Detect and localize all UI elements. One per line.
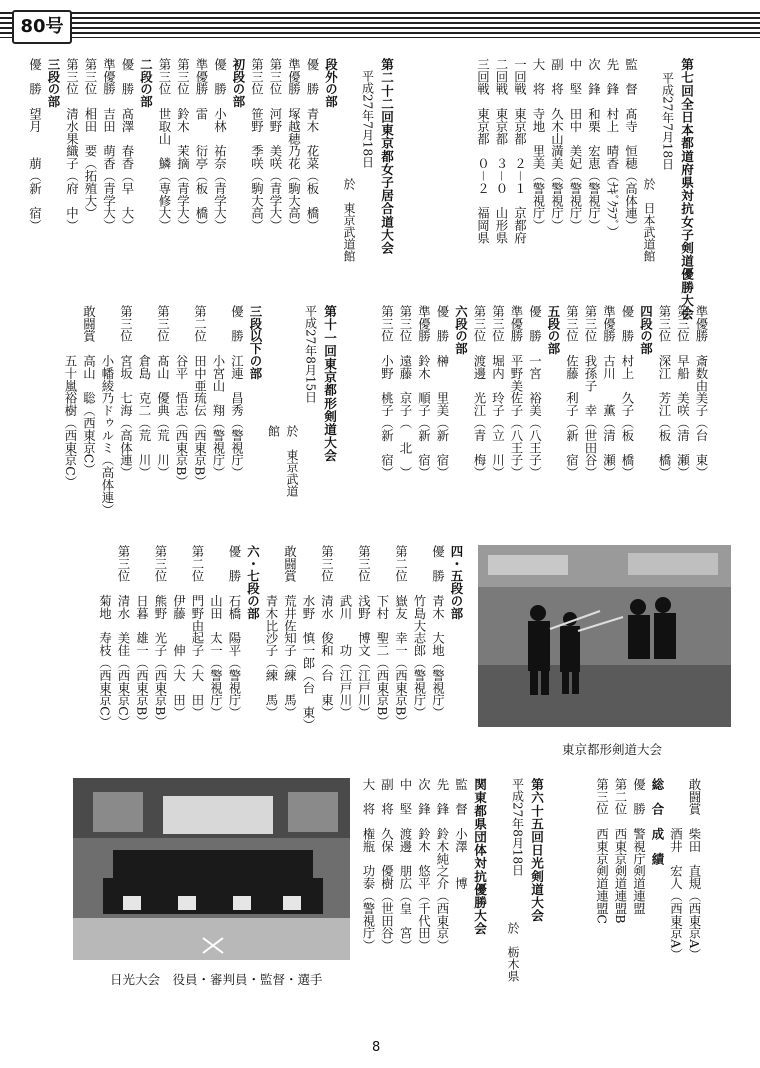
division-heading: 総 合 成 績 bbox=[650, 778, 665, 865]
result-list bbox=[359, 778, 470, 978]
kata-photo-caption: 東京都形剣道大会 bbox=[562, 742, 663, 757]
section-title: 第十一回東京都形剣道大会 bbox=[322, 305, 337, 463]
result-line: 準優勝 鈴木 順子（新 宿） bbox=[416, 305, 432, 479]
result-line: 倉島 克二（荒 川） bbox=[137, 305, 152, 479]
division-heading: 段外の部 bbox=[323, 58, 339, 108]
issue-badge bbox=[12, 10, 72, 44]
result-line: 第三位 深江 芳江（板 橋） bbox=[657, 305, 672, 479]
result-line: 第三位 世取山 鱗（専修大） bbox=[157, 58, 172, 232]
result-line: 小幡綾乃ドゥルミ（高体連） bbox=[100, 305, 115, 516]
result-line: 菊地 寿枝（西東京C） bbox=[97, 545, 113, 729]
result-line: 第二位 田中亜琉伝（西東京B） bbox=[192, 305, 208, 488]
result-line: 第二位 門野由起子（大 田） bbox=[190, 545, 205, 719]
section-nikko-venue bbox=[504, 922, 523, 982]
result-line: 第三位 我孫子 幸（世田谷） bbox=[583, 305, 598, 479]
result-line: 大 将 寺地 里美（警視庁） bbox=[531, 58, 546, 232]
result-line: 準優勝 平野美佐子（八王子） bbox=[509, 305, 524, 479]
result-line: 優 勝 一宮 裕美（八王子） bbox=[527, 305, 543, 479]
result-line: 谷平 悟志（西東京B） bbox=[174, 305, 189, 488]
kata-photo bbox=[478, 545, 731, 727]
division-heading: 三段以下の部 bbox=[248, 305, 263, 380]
division-heading: 初段の部 bbox=[231, 58, 246, 108]
result-line: 水野 慎一郎（台 東） bbox=[301, 545, 316, 731]
section-title: 関東都県団体対抗優勝大会 bbox=[472, 778, 487, 936]
result-line: 優 勝 髙澤 春香（早 大） bbox=[120, 58, 135, 232]
result-line: 大 将 権瓶 功泰（警視庁） bbox=[361, 778, 376, 952]
nikko-photo-image bbox=[73, 778, 350, 960]
result-line: 下村 聖二（西東京B） bbox=[375, 545, 390, 728]
result-line: 優 勝 警視庁剣道連盟 bbox=[631, 778, 647, 915]
result-line: 優 勝 小林 祐奈（青学大） bbox=[212, 58, 228, 232]
result-line: 山田 太一（警視庁） bbox=[208, 545, 224, 719]
result-line: 第二位 西東京剣道連盟B bbox=[613, 778, 628, 924]
result-line: 次 鋒 鈴木 悠平（千代田） bbox=[416, 778, 432, 952]
result-line: 第三位 清水果織子（府 中） bbox=[64, 58, 80, 232]
result-line: 準優勝 斎数由美子（台 東） bbox=[694, 305, 709, 479]
result-line: 第三位 浅野 博文（江戸川） bbox=[356, 545, 372, 719]
result-line: 優 勝 江連 昌秀（警視庁） bbox=[229, 305, 245, 479]
result-list bbox=[95, 545, 465, 745]
section-date: 平成27年8月18日 bbox=[510, 778, 525, 877]
section-venue: 於 東京武道館 bbox=[342, 178, 356, 262]
result-line: 第三位 佐藤 利子（新 宿） bbox=[564, 305, 580, 479]
result-line: 優 勝 青木 大地（警視庁） bbox=[430, 545, 446, 719]
result-list bbox=[61, 305, 265, 516]
result-line: 日暮 雄一（西東京B） bbox=[134, 545, 150, 728]
result-list bbox=[25, 58, 340, 338]
result-line: 一回戦 東京都 ２－１ 京都府 bbox=[512, 58, 528, 244]
result-line: 敢闘賞 高山 聡（西東京C） bbox=[81, 305, 97, 476]
section-title: 第七回全日本都道府県対抗女子剣道優勝大会 bbox=[679, 58, 694, 320]
result-line: 第二位 嶽友 幸一（西東京B） bbox=[393, 545, 409, 728]
division-heading: 二段の部 bbox=[138, 58, 154, 108]
result-line: 敢闘賞 荒井佐知子（練 馬） bbox=[282, 545, 298, 719]
issue-number: 80号 bbox=[20, 16, 64, 37]
result-line: 五十嵐裕樹（西東京C） bbox=[63, 305, 78, 489]
result-line: 監 督 髙寺 恒穂（高体連） bbox=[623, 58, 639, 232]
result-line: 優 勝 村上 久子（板 橋） bbox=[620, 305, 635, 479]
division-heading: 六段の部 bbox=[453, 305, 469, 355]
result-line: 青木比沙子（練 馬） bbox=[264, 545, 279, 719]
result-line: 竹島大志郎（警視庁） bbox=[412, 545, 427, 719]
result-line: 先 鋒 村上 晴香（ﾅｷﾞｸﾗﾌﾞ） bbox=[605, 58, 620, 238]
result-line: 監 督 小澤 博 bbox=[453, 778, 469, 890]
section-kata bbox=[61, 305, 339, 516]
result-line: 準優勝 塚越穂乃花（駒大高） bbox=[286, 58, 302, 232]
result-line: 敢闘賞 柴田 直規（西東京A） bbox=[687, 778, 702, 961]
result-line: 武川 功（江戸川） bbox=[338, 545, 353, 719]
section-kata-cont bbox=[95, 545, 465, 745]
result-line: 第三位 遠藤 京子（ 北 ） bbox=[398, 305, 413, 479]
result-line: 準優勝 古川 薫（清 瀬） bbox=[601, 305, 617, 479]
result-line: 第三位 髙山 優典（荒 川） bbox=[155, 305, 171, 479]
result-line: 第三位 清水 美佳（西東京C） bbox=[116, 545, 131, 729]
result-line: 第三位 笹野 季咲（駒大高） bbox=[249, 58, 265, 232]
result-line: 中 堅 渡邊 朋広（皇 宮） bbox=[398, 778, 413, 952]
result-line: 優 勝 青木 花菜（板 橋） bbox=[305, 58, 320, 232]
result-line: 副 将 久保 優樹（世田谷） bbox=[379, 778, 395, 952]
result-line: 優 勝 石橋 陽平（警視庁） bbox=[227, 545, 242, 719]
result-line: 第三位 宮坂 七海（高体連） bbox=[118, 305, 134, 479]
result-list bbox=[377, 305, 710, 505]
result-line: 小宮山 翔（警視庁） bbox=[211, 305, 226, 479]
result-line: 第三位 鈴木 茉摘（青学大） bbox=[175, 58, 191, 232]
result-line: 第三位 堀内 玲子（立 川） bbox=[490, 305, 506, 479]
section-iaido bbox=[25, 58, 395, 338]
section-venue: 於 東京武道館 bbox=[266, 425, 299, 497]
section-kata-overall bbox=[592, 778, 703, 978]
division-heading: 五段の部 bbox=[546, 305, 561, 355]
result-line: 優 勝 望月 萠（新 宿） bbox=[27, 58, 43, 232]
section-kendo-national bbox=[473, 58, 695, 338]
division-heading: 四段の部 bbox=[638, 305, 654, 355]
section-venue: 於 日本武道館 bbox=[642, 178, 656, 262]
result-line: 第三位 西東京剣道連盟C bbox=[594, 778, 610, 924]
result-line: 第三位 清水 俊和（台 東） bbox=[319, 545, 335, 719]
section-date: 平成27年7月18日 bbox=[660, 72, 675, 171]
nikko-photo-caption: 日光大会 役員・審判員・監督・選手 bbox=[110, 972, 323, 987]
section-date: 平成27年7月18日 bbox=[360, 70, 375, 169]
page-header bbox=[0, 0, 760, 46]
result-line: 酒井 宏人（西東京A） bbox=[668, 778, 684, 961]
result-line: 第三位 相田 要（拓殖大） bbox=[83, 58, 98, 220]
result-line: 先 鋒 鈴木純之介（西東京） bbox=[435, 778, 450, 952]
result-line: 三回戦 東京都 ０－２ 福岡県 bbox=[475, 58, 491, 244]
section-title: 第六十五回日光剣道大会 bbox=[529, 778, 544, 923]
result-line: 第三位 早船 美咲（清 瀬） bbox=[675, 305, 691, 479]
result-line: 次 鋒 和栗 宏恵（警視庁） bbox=[586, 58, 602, 232]
section-date: 平成27年8月15日 bbox=[303, 305, 318, 404]
result-list bbox=[592, 778, 703, 978]
division-heading: 四・五段の部 bbox=[449, 545, 464, 620]
result-line: 二回戦 東京都 ３－０ 山形県 bbox=[494, 58, 509, 244]
result-line: 第三位 熊野 光子（西東京B） bbox=[153, 545, 168, 728]
result-list bbox=[473, 58, 640, 338]
section-kanto bbox=[359, 778, 489, 978]
result-line: 伊藤 伸（大 田） bbox=[171, 545, 187, 719]
kata-photo-image bbox=[478, 545, 731, 727]
result-line: 中 堅 田中 美妃（警視庁） bbox=[568, 58, 583, 232]
nikko-photo bbox=[73, 778, 350, 960]
result-line: 準優勝 雷 衍亭（板 橋） bbox=[194, 58, 209, 232]
division-heading: 三段の部 bbox=[46, 58, 61, 108]
section-iaido-cont bbox=[377, 305, 710, 505]
result-line: 準優勝 吉田 萌香（青学大） bbox=[101, 58, 117, 232]
result-line: 副 将 久木山満美（警視庁） bbox=[549, 58, 565, 232]
section-venue: 於 栃木県 bbox=[506, 922, 520, 982]
result-line: 第三位 渡邊 光江（青 梅） bbox=[472, 305, 487, 479]
section-title: 第二十二回東京都女子居合道大会 bbox=[379, 58, 394, 255]
result-line: 優 勝 榊 里美（新 宿） bbox=[435, 305, 450, 479]
result-line: 第三位 小野 桃子（新 宿） bbox=[379, 305, 395, 479]
result-line: 第三位 河野 美咲（青学大） bbox=[268, 58, 283, 232]
page-number: 8 bbox=[372, 1040, 381, 1055]
header-stripes bbox=[0, 12, 760, 38]
division-heading: 六・七段の部 bbox=[245, 545, 261, 620]
